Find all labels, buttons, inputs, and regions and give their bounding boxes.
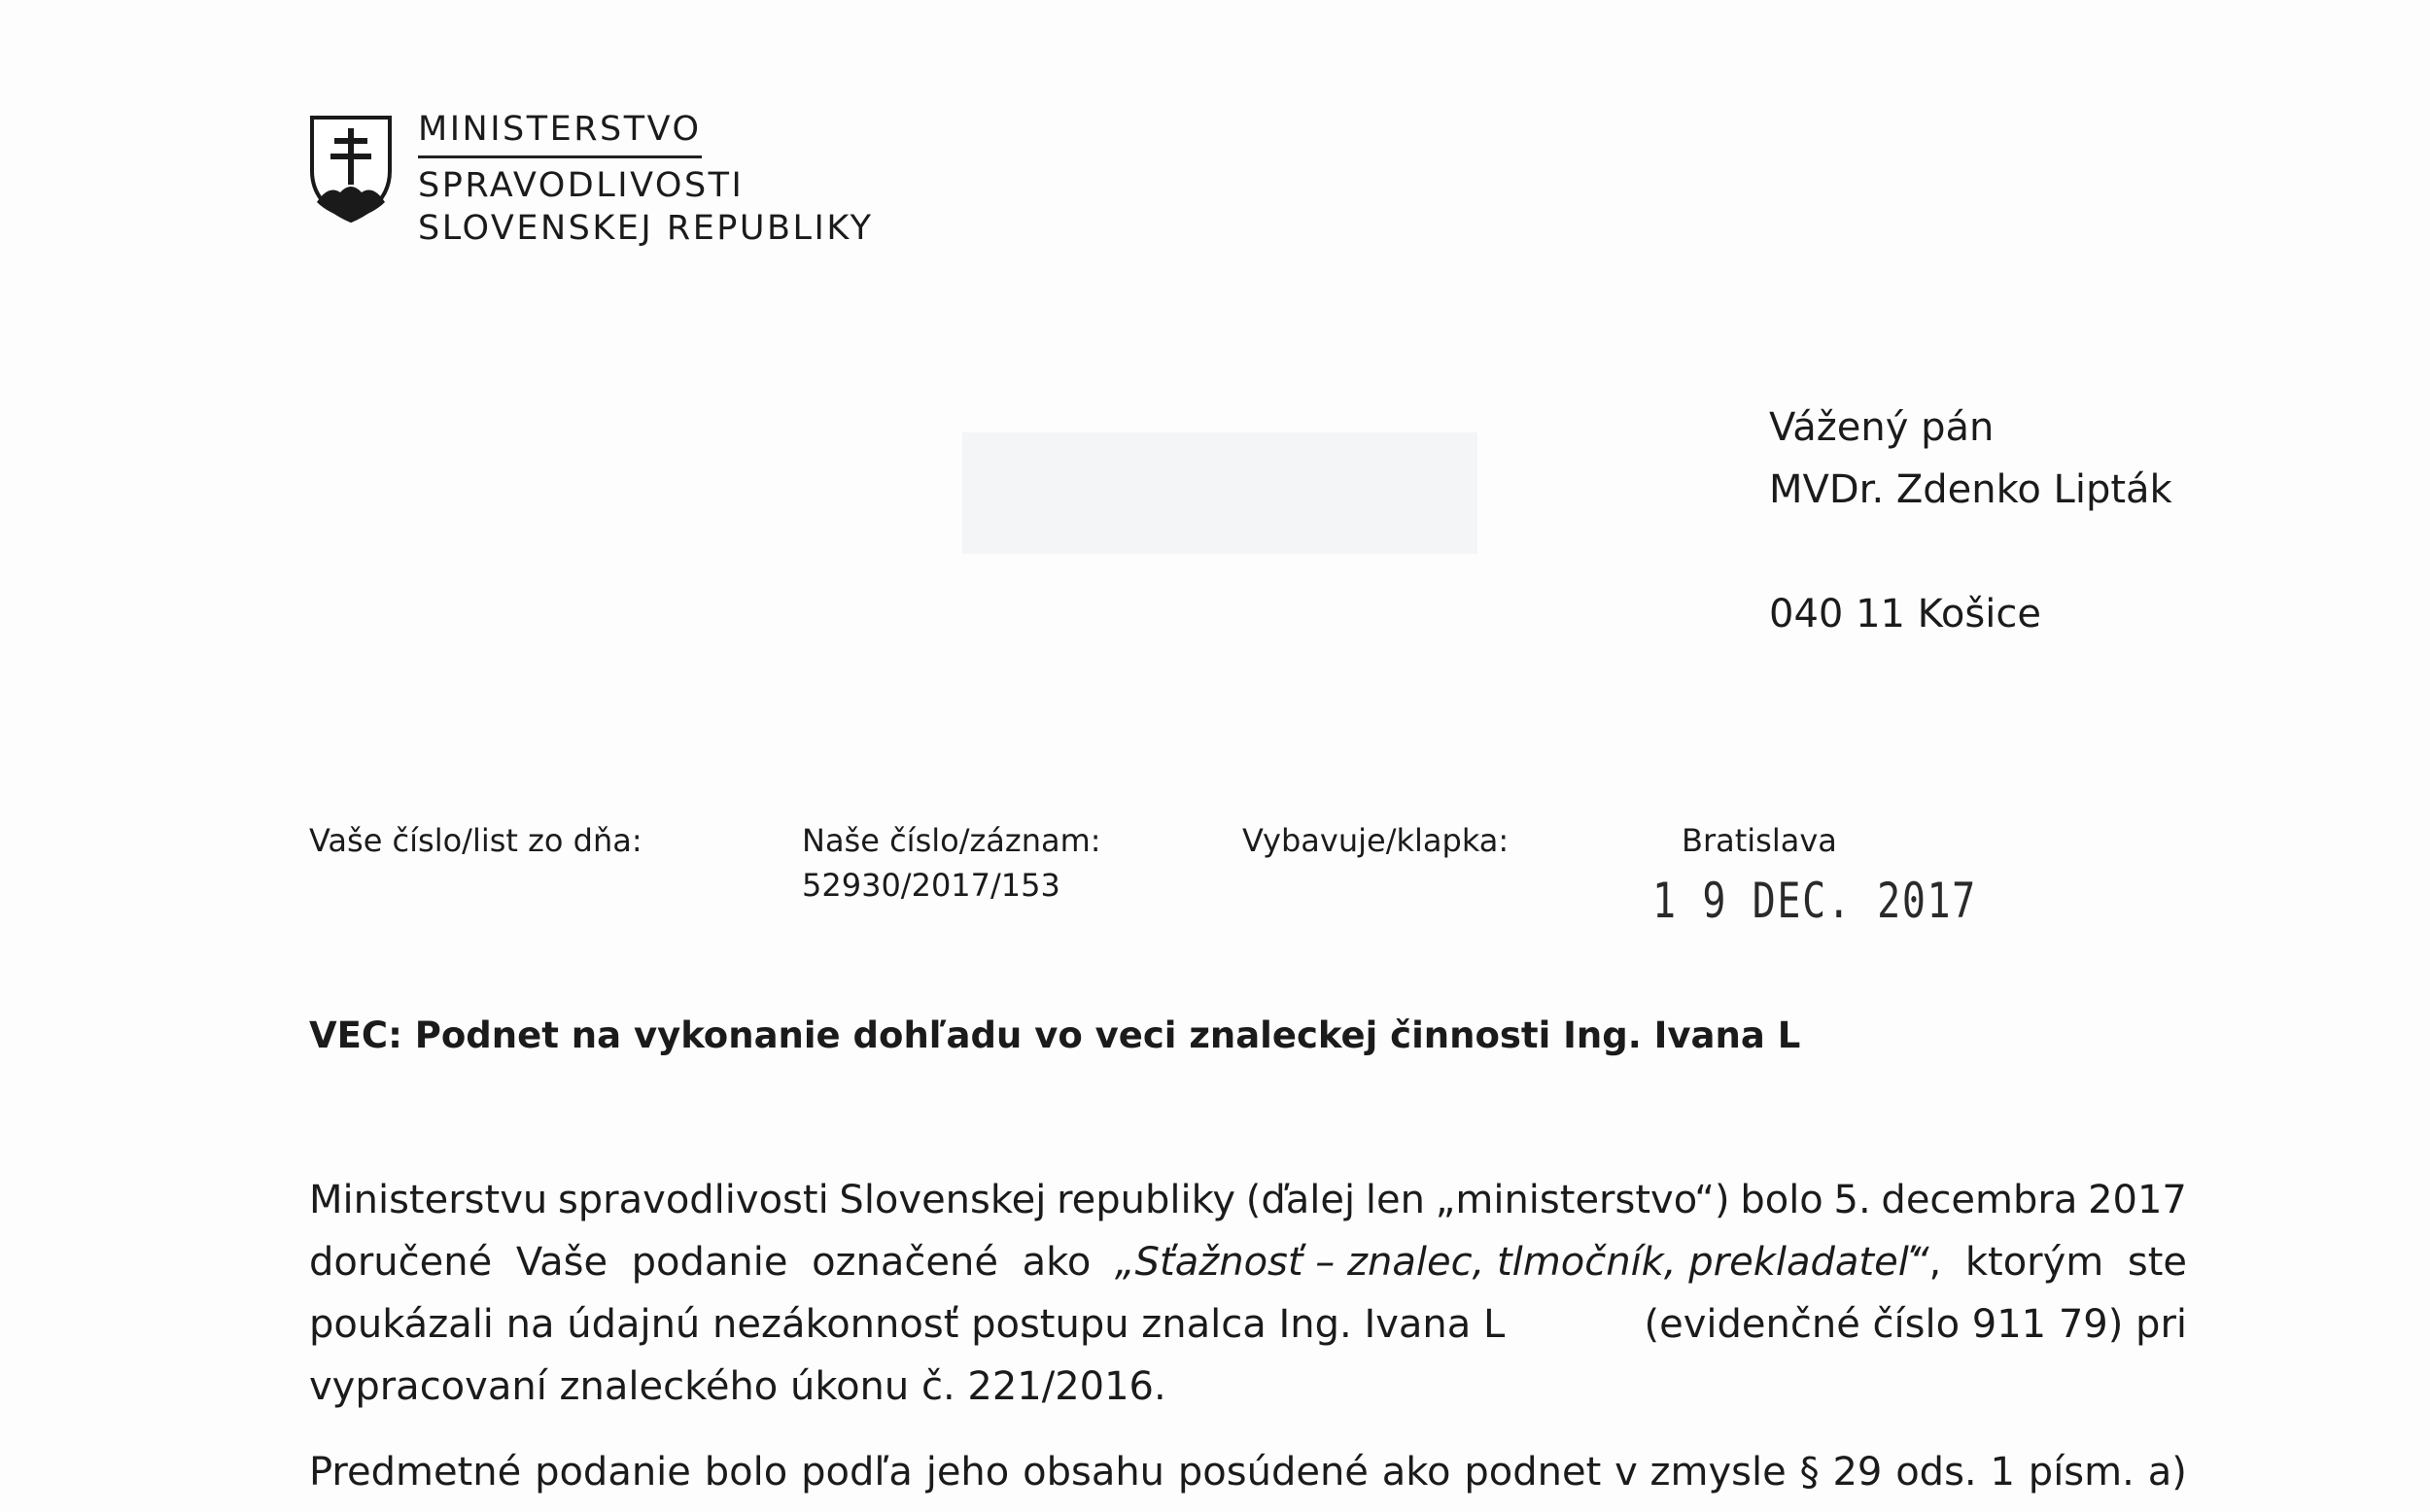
quoted-title: „Sťažnosť – znalec, tlmočník, prekladateľ“ bbox=[1114, 1240, 1929, 1285]
ministry-line-2: SPRAVODLIVOSTI bbox=[418, 166, 745, 205]
text-word: bolo bbox=[1740, 1178, 1823, 1222]
text-word: podanie bbox=[631, 1240, 788, 1285]
text-word: Slovenskej bbox=[839, 1178, 1047, 1222]
your-number-field bbox=[309, 818, 642, 863]
paragraph-line bbox=[309, 1364, 2187, 1426]
our-number-field bbox=[802, 818, 1101, 908]
paragraph-line bbox=[309, 1178, 2187, 1240]
body-paragraph-1 bbox=[309, 1178, 2187, 1426]
text-word: v zmysle bbox=[1614, 1450, 1787, 1495]
your-number-label: Vaše číslo/list zo dňa: bbox=[309, 822, 642, 859]
handled-by-label: Vybavuje/klapka: bbox=[1242, 822, 1510, 859]
text-word: 5. bbox=[1833, 1178, 1871, 1222]
text-word: jeho bbox=[925, 1450, 1010, 1495]
text-word: 1 bbox=[1990, 1450, 2015, 1495]
text-word: obsahu bbox=[1023, 1450, 1165, 1495]
paragraph-line: doručené Vaše podanie označené ako „Sťažnosť – znalec, tlmočník, prekladateľ“, ktorým ste bbox=[309, 1240, 2187, 1285]
salutation: Vážený pán bbox=[1769, 405, 1995, 450]
text-word: písm. bbox=[2028, 1450, 2135, 1495]
text-word: ods. bbox=[1895, 1450, 1977, 1495]
our-number-value: 52930/2017/153 bbox=[802, 867, 1060, 904]
date-stamp: 1 9 DEC. 2017 bbox=[1652, 873, 1977, 929]
text-word: republiky bbox=[1057, 1178, 1236, 1222]
text-word: označené bbox=[812, 1240, 998, 1285]
recipient-name: MVDr. Zdenko Lipták bbox=[1769, 467, 2172, 512]
recipient-city: 040 11 Košice bbox=[1769, 592, 2041, 636]
text-word: ako bbox=[1381, 1450, 1451, 1495]
slovak-coat-of-arms-icon bbox=[309, 115, 393, 223]
ministry-line-1: MINISTERSTVO bbox=[418, 107, 702, 158]
paragraph-line bbox=[309, 1450, 2187, 1512]
blank-area bbox=[962, 432, 1477, 554]
text-word: podnet bbox=[1464, 1450, 1602, 1495]
text-word: podanie bbox=[535, 1450, 691, 1495]
text-segment: vypracovaní znaleckého úkonu č. 221/2016. bbox=[309, 1364, 1166, 1409]
text-segment: (evidenčné číslo 911 79) pri bbox=[1644, 1302, 2187, 1347]
text-word: Predmetné bbox=[309, 1450, 522, 1495]
text-word: a) bbox=[2147, 1450, 2187, 1495]
text-word: Ministerstvu bbox=[309, 1178, 548, 1222]
text-word: bolo bbox=[704, 1450, 788, 1495]
ministry-name bbox=[418, 107, 873, 250]
text-word: ste bbox=[2127, 1240, 2187, 1285]
text-word: 2017 bbox=[2088, 1178, 2187, 1222]
our-number-label: Naše číslo/záznam: bbox=[802, 822, 1101, 859]
text-word: 29 bbox=[1832, 1450, 1883, 1495]
ministry-line-3: SLOVENSKEJ REPUBLIKY bbox=[418, 209, 874, 248]
text-word: ktorým bbox=[1964, 1240, 2104, 1285]
text-word: podľa bbox=[801, 1450, 913, 1495]
text-word: posúdené bbox=[1177, 1450, 1369, 1495]
text-segment: poukázali na údajnú nezákonnosť postupu znalca Ing. Ivana L bbox=[309, 1302, 1506, 1347]
text-word: „ministerstvo“) bbox=[1435, 1178, 1730, 1222]
text-word: spravodlivosti bbox=[557, 1178, 829, 1222]
text-word: § bbox=[1799, 1450, 1820, 1495]
text-word: doručené bbox=[309, 1240, 493, 1285]
text-word: Vaše bbox=[515, 1240, 608, 1285]
text-word: ako bbox=[1022, 1240, 1092, 1285]
text-word: decembra bbox=[1881, 1178, 2078, 1222]
paragraph-line bbox=[309, 1302, 2187, 1364]
text-word: len bbox=[1365, 1178, 1425, 1222]
body-paragraph-2 bbox=[309, 1450, 2187, 1512]
text-word: (ďalej bbox=[1245, 1178, 1356, 1222]
place: Bratislava bbox=[1682, 822, 1837, 859]
recipient-address bbox=[1769, 396, 2172, 645]
subject-line: VEC: Podnet na vykonanie dohľadu vo veci znaleckej činnosti Ing. Ivana L bbox=[309, 1014, 1801, 1056]
place-field bbox=[1682, 818, 1837, 863]
handled-by-field bbox=[1242, 818, 1509, 863]
